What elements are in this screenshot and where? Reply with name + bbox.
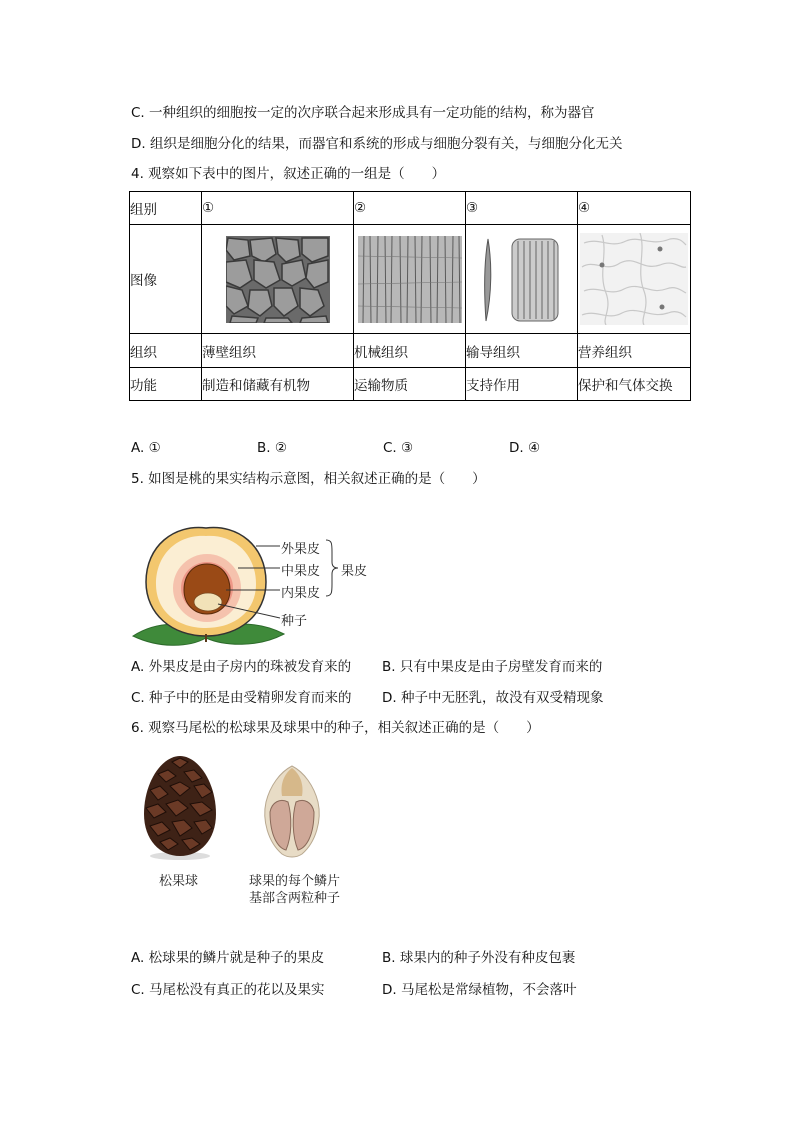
row-header-image: 图像 bbox=[130, 225, 202, 334]
q5-options-row2 bbox=[131, 689, 734, 707]
image-cell bbox=[466, 225, 578, 334]
row-header-tissue: 组织 bbox=[130, 334, 202, 368]
table-cell: 机械组织 bbox=[354, 334, 466, 368]
q6-option-d: D. 马尾松是常绿植物，不会落叶 bbox=[382, 982, 577, 998]
table-row bbox=[130, 334, 691, 368]
peach-fruit-diagram bbox=[128, 524, 288, 646]
pine-seed-scale-image bbox=[258, 762, 326, 860]
col-header: ③ bbox=[466, 192, 578, 225]
image-cell bbox=[354, 225, 466, 334]
row-header-group: 组别 bbox=[130, 192, 202, 225]
q6-options-row2 bbox=[131, 981, 734, 999]
q4-options bbox=[131, 439, 734, 457]
conducting-tissue-image bbox=[472, 233, 572, 325]
table-row bbox=[130, 225, 691, 334]
q4-stem: 4. 观察如下表中的图片，叙述正确的一组是（ ） bbox=[131, 166, 446, 182]
tissue-table bbox=[129, 191, 691, 401]
caption-seed-line1: 球果的每个鳞片 bbox=[249, 874, 341, 889]
col-header: ② bbox=[354, 192, 466, 225]
q6-option-b: B. 球果内的种子外没有种皮包裹 bbox=[382, 950, 576, 966]
caption-pine-cone: 松果球 bbox=[159, 874, 199, 889]
table-cell: 保护和气体交换 bbox=[578, 368, 691, 401]
q5-stem: 5. 如图是桃的果实结构示意图，相关叙述正确的是（ ） bbox=[131, 471, 486, 487]
image-cell bbox=[202, 225, 354, 334]
label-pericarp: 果皮 bbox=[341, 564, 368, 579]
label-exocarp: 外果皮 bbox=[281, 542, 321, 557]
q5-option-b: B. 只有中果皮是由子房壁发育而来的 bbox=[382, 659, 603, 675]
col-header: ① bbox=[202, 192, 354, 225]
q5-option-a: A. 外果皮是由子房内的珠被发育来的 bbox=[131, 659, 352, 675]
q6-stem: 6. 观察马尾松的松球果及球果中的种子，相关叙述正确的是（ ） bbox=[131, 720, 540, 736]
q5-options-row1 bbox=[131, 658, 734, 676]
nutrient-tissue-image bbox=[580, 233, 688, 325]
label-seed: 种子 bbox=[281, 614, 308, 629]
table-row bbox=[130, 192, 691, 225]
q3-option-c: C. 一种组织的细胞按一定的次序联合起来形成具有一定功能的结构，称为器官 bbox=[131, 105, 595, 121]
q4-option-b: B. ② bbox=[257, 440, 287, 456]
pine-cone-image bbox=[138, 752, 222, 862]
table-cell: 运输物质 bbox=[354, 368, 466, 401]
table-cell: 营养组织 bbox=[578, 334, 691, 368]
col-header: ④ bbox=[578, 192, 691, 225]
caption-seed-line2: 基部含两粒种子 bbox=[249, 891, 341, 906]
q6-option-c: C. 马尾松没有真正的花以及果实 bbox=[131, 982, 325, 998]
table-cell: 薄壁组织 bbox=[202, 334, 354, 368]
parenchyma-image bbox=[226, 236, 330, 323]
q6-options-row1 bbox=[131, 949, 734, 967]
q5-option-c: C. 种子中的胚是由受精卵发育而来的 bbox=[131, 690, 352, 706]
table-cell: 制造和储藏有机物 bbox=[202, 368, 354, 401]
pericarp-brace bbox=[324, 538, 340, 598]
table-row bbox=[130, 368, 691, 401]
table-cell: 支持作用 bbox=[466, 368, 578, 401]
q3-option-d: D. 组织是细胞分化的结果，而器官和系统的形成与细胞分裂有关，与细胞分化无关 bbox=[131, 136, 623, 152]
image-cell bbox=[578, 225, 691, 334]
q4-option-c: C. ③ bbox=[383, 440, 414, 456]
q6-option-a: A. 松球果的鳞片就是种子的果皮 bbox=[131, 950, 325, 966]
q4-option-d: D. ④ bbox=[509, 440, 541, 456]
q5-option-d: D. 种子中无胚乳，故没有双受精现象 bbox=[382, 690, 604, 706]
row-header-function: 功能 bbox=[130, 368, 202, 401]
q4-option-a: A. ① bbox=[131, 440, 161, 456]
table-cell: 输导组织 bbox=[466, 334, 578, 368]
label-mesocarp: 中果皮 bbox=[281, 564, 321, 579]
label-endocarp: 内果皮 bbox=[281, 586, 321, 601]
mechanical-tissue-image bbox=[358, 236, 462, 323]
